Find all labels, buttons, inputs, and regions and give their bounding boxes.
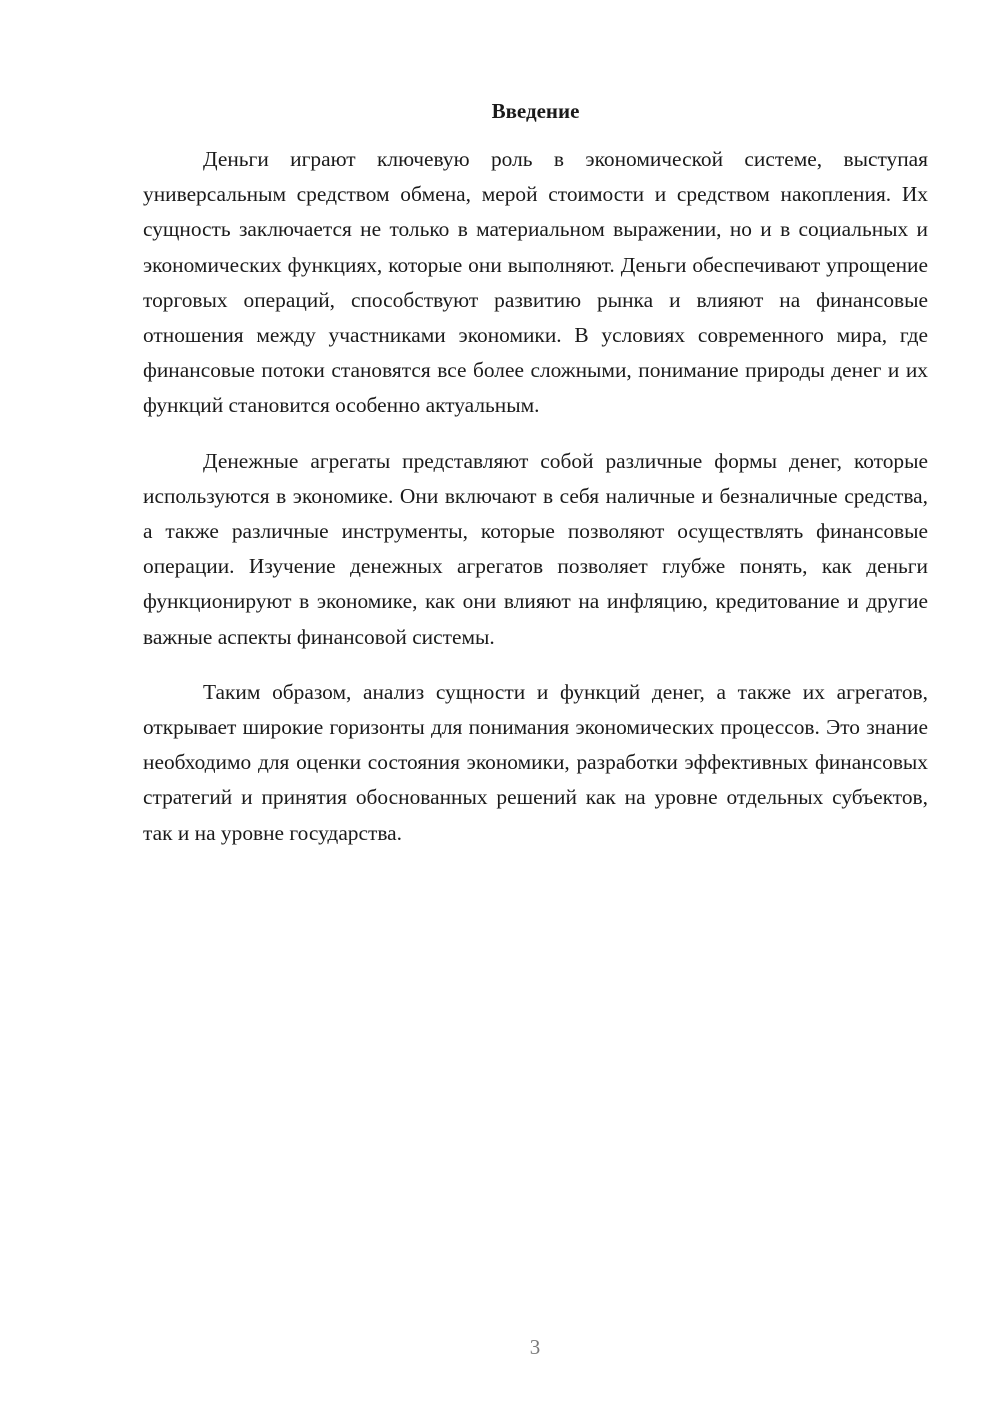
paragraph-1: Деньги играют ключевую роль в экономической системе, выступая универсальным средством обмена, мерой стоимости и средством накопления. Их сущность заключается не только в материальном выражении, но и в социальных и экономических функциях, которые они выполняют. Деньги обеспечивают упрощение торговых операций, способствуют развитию рынка и влияют на финансовые отношения между участниками экономики. В условиях современного мира, где финансовые потоки становятся все более сложными, понимание природы денег и их функций становится особенно актуальным. <box>143 147 928 418</box>
section-heading: Введение <box>491 99 580 123</box>
page-number: 3 <box>529 1335 541 1359</box>
paragraph-2: Денежные агрегаты представляют собой различные формы денег, которые используются в экономике. Они включают в себя наличные и безналичные средства, а также различные инструменты, которые позволяют осуществлять финансовые операции. Изучение денежных агрегатов позволяет глубже понять, как деньги функционируют в экономике, как они влияют на инфляцию, кредитование и другие важные аспекты финансовой системы. <box>143 448 928 649</box>
paragraph-3: Таким образом, анализ сущности и функций денег, а также их агрегатов, открывает широкие горизонты для понимания экономических процессов. Это знание необходимо для оценки состояния экономики, разработки эффективных финансовых стратегий и принятия обоснованных решений как на уровне отдельных субъектов, так и на уровне государства. <box>143 679 928 845</box>
body-text <box>143 142 928 871</box>
